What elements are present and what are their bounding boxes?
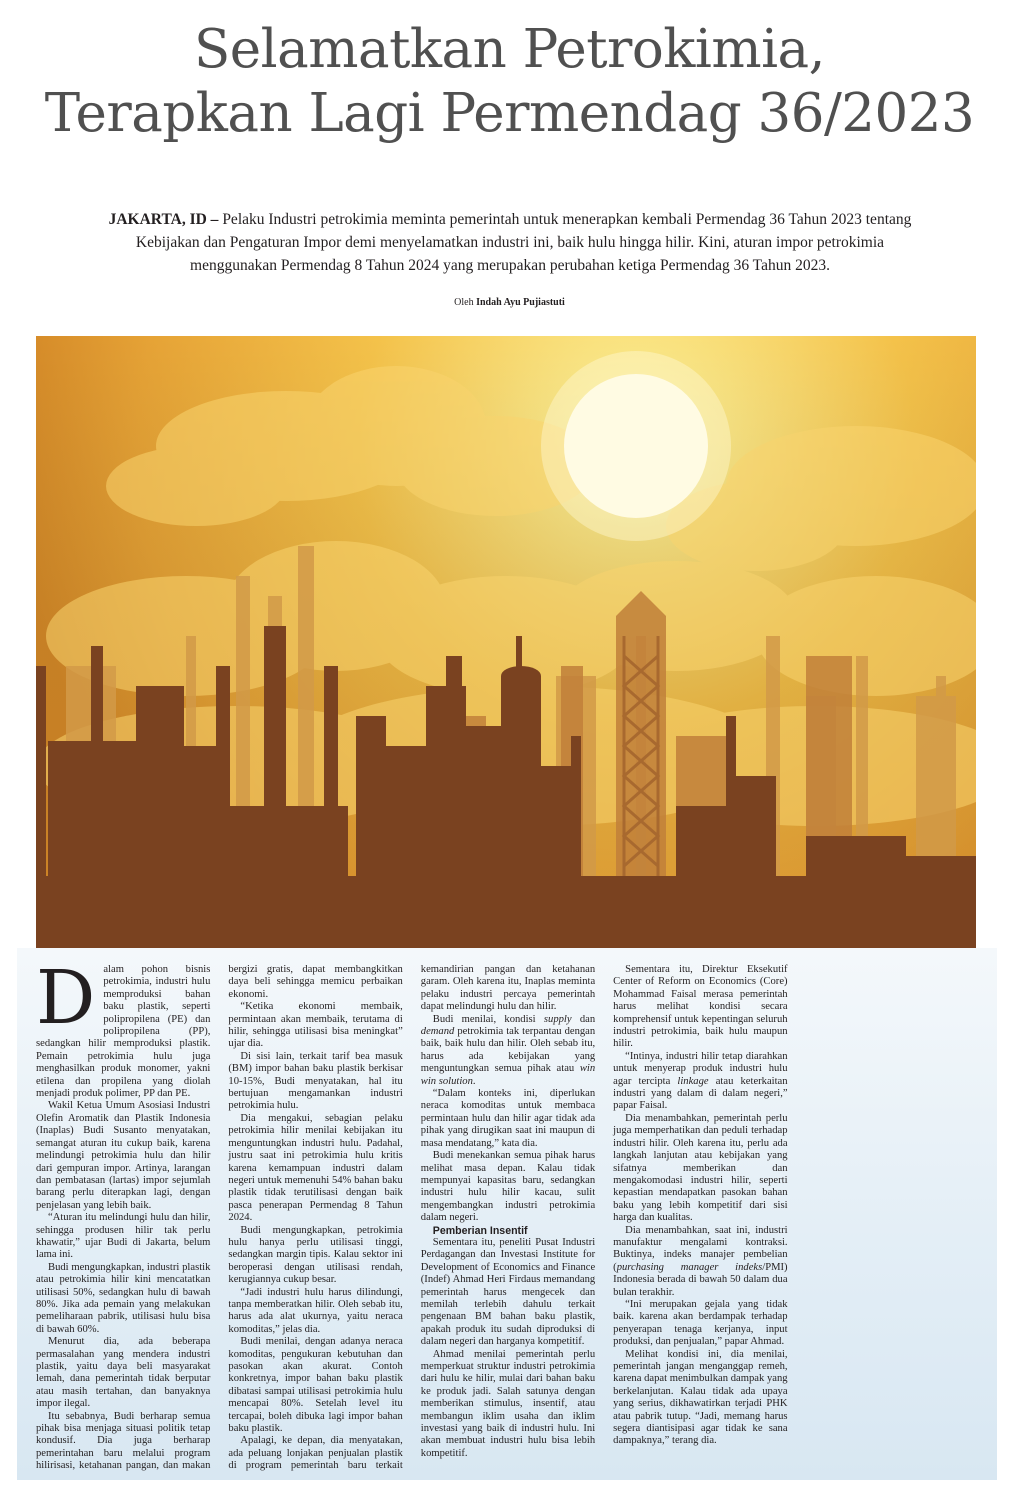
headline — [0, 18, 1019, 146]
hero-illustration — [36, 336, 976, 948]
article-paragraph: “Ketika ekonomi membaik, permintaan akan membaik, terutama di hilir, sehingga utilisasi bisa meningkat” ujar dia. — [228, 1001, 403, 1050]
article-paragraph: Ahmad menilai pemerintah perlu memperkuat struktur industri petrokimia dari hulu ke hilir, mulai dari bahan baku ke produk jadi. Salah satunya dengan memberikan stimulus, insentif, atau membangun iklim usaha dan iklim investasi yang baik di industri hulu. Ini akan membuat industri hulu bisa lebih kompetitif. — [420, 1348, 596, 1459]
article-paragraph: “Intinya, industri hilir tetap diarahkan untuk menyerap produk industri hulu agar tercipta linkage atau keterkaitan industri yang dalam di dalam negeri,” papar Faisal. — [613, 1050, 788, 1112]
article-paragraph: Dia mengakui, sebagian pelaku petrokimia hilir menilai kebijakan itu menguntungkan industri hulu. Padahal, justru saat ini petrokimia hulu kritis karena kemampuan industri dalam negeri untuk memenuhi 54% bahan baku plastik tidak terutilisasi dengan baik pasca penerapan Permendag 8 Tahun 2024. — [228, 1112, 403, 1224]
industrial-skyline-image — [36, 336, 976, 948]
article-paragraph: “Aturan itu melindungi hulu dan hilir, sehingga produsen hilir tak perlu khawatir,” ujar Budi di Jakarta, belum lama ini. — [36, 1212, 211, 1261]
article-paragraph: Budi menekankan semua pihak harus melihat masa depan. Kalau tidak mempunyai kapasitas baru, sedangkan industri hulu hilir kacau, sulit mengembangkan industri petrokimia dalam negeri. — [420, 1150, 596, 1224]
article-paragraph: Apalagi, ke depan, dia menyatakan, ada peluang lonjakan penjualan plastik di program pemerintah baru terkait kemandirian pangan dan ketahanan garam. Oleh karena itu, Inaplas meminta pelaku industri percaya pemerintah dapat melindungi hulu dan hilir. — [228, 964, 596, 1472]
article-paragraph: “Dalam konteks ini, diperlukan neraca komoditas untuk membaca permintaan hulu dan hilir agar tidak ada pihak yang dirugikan saat ini maupun di masa mendatang,” kata dia. — [420, 1088, 596, 1149]
article-paragraph: Dia menambahkan, saat ini, industri manufaktur mengalami kontraksi. Buktinya, indeks manajer pembelian (purchasing manager indeks/PMI) Indonesia berada di bawah 50 dalam dua bulan terakhir. — [613, 1224, 788, 1298]
article-paragraph: “Jadi industri hulu harus dilindungi, tanpa memberatkan hilir. Oleh sebab itu, harus ada alat ukurnya, yaitu neraca komoditas,” jelas dia. — [228, 1286, 403, 1335]
byline-author: Indah Ayu Pujiastuti — [476, 297, 565, 308]
article-paragraph: Wakil Ketua Umum Asosiasi Industri Olefin Aromatik dan Plastik Indonesia (Inaplas) Budi Susanto menyatakan, semangat aturan itu cukup baik, karena melindungi petrokimia hulu dan hilir dari gempuran impor. Artinya, larangan dan pembatasan (lartas) impor sejumlah barang perlu diterapkan lagi, dengan penjelasan yang lebih baik. — [36, 1100, 211, 1211]
headline-line-2: Terapkan Lagi Permendag 36/2023 — [44, 83, 975, 144]
article-paragraph: Dalam pohon bisnis petrokimia, industri hulu memproduksi bahan baku plastik, seperti polipropilena (PE) dan polipropilena (PP), sedangkan hilir memproduksi plastik. Pemain petrokimia hulu juga menghasilkan produk monomer, yakni etilena dan propilena yang diolah menjadi produk polimer, PP dan PE. — [36, 955, 211, 1100]
article-paragraph: Menurut dia, ada beberapa permasalahan yang mendera industri plastik, yaitu daya beli masyarakat lemah, dana pemerintah tidak berputar atau masih tertahan, dan banyaknya impor ilegal. — [36, 1336, 211, 1410]
article-body — [36, 955, 980, 1474]
byline — [0, 297, 1019, 308]
article-paragraph: Budi mengungkapkan, petrokimia hulu hanya perlu utilisasi tinggi, sedangkan margin tipis. Kalau sektor ini beroperasi dengan utilisasi rendah, kerugiannya cukup besar. — [228, 1224, 403, 1286]
byline-prefix: Oleh — [454, 297, 477, 308]
article-paragraph: Budi mengungkapkan, industri plastik atau petrokimia hilir kini mencatatkan utilisasi 50%, sedangkan hulu di bawah 80%. Jika ada pemain yang melakukan pemeliharaan pabrik, utilisasi hulu bisa di bawah 60%. — [36, 1261, 211, 1335]
article-paragraph: Melihat kondisi ini, dia menilai, pemerintah jangan menganggap remeh, karena dapat menimbulkan dampak yang berkelanjutan. Kalau tidak ada upaya yang serius, dikhawatirkan terjadi PHK atau pabrik tutup. “Jadi, memang harus segera diantisipasi agar tidak ke sana dampaknya,” terang dia. — [613, 1348, 788, 1447]
lead-paragraph — [100, 208, 920, 277]
article-paragraph: Budi menilai, kondisi supply dan demand petrokimia tak terpantau dengan baik, baik hulu dan hilir. Oleh sebab itu, harus ada kebijakan yang menguntungkan semua pihak atau win win solution. — [420, 1013, 596, 1087]
article-paragraph: “Ini merupakan gejala yang tidak baik. karena akan berdampak terhadap penyerapan tenaga kerjanya, input produksi, dan penjualan,” papar Ahmad. — [613, 1298, 788, 1348]
subheading: Pemberian Insentif — [432, 1224, 528, 1237]
dropcap: D — [36, 955, 96, 1041]
article-paragraph: Di sisi lain, terkait tarif bea masuk (BM) impor bahan baku plastik berkisar 10-15%, Budi menyatakan, hal itu bertujuan mengamankan industri petrokimia hulu. — [228, 1050, 403, 1112]
dateline: JAKARTA, ID – — [108, 211, 219, 228]
article-paragraph: Budi menilai, dengan adanya neraca komoditas, pengukuran kebutuhan dan pasokan akan akurat. Contoh konkretnya, impor bahan baku plastik dibatasi sampai utilisasi petrokimia hulu mencapai 80%. Setelah level itu tercapai, boleh dibuka lagi impor bahan baku plastik. — [228, 1336, 403, 1435]
headline-line-1: Selamatkan Petrokimia, — [194, 19, 825, 80]
article-paragraph: Itu sebabnya, Budi berharap semua pihak bisa menjaga situasi politik tetap kondusif. Dia juga berharap pemerintahan baru melalui program hilirisasi, ketahanan pangan, dan makan bergizi gratis, dapat membangkitkan daya beli sehingga memicu perbaikan ekonomi. — [36, 964, 403, 1472]
article-paragraph: Sementara itu, peneliti Pusat Industri Perdagangan dan Investasi Institute for Development of Economics and Finance (Indef) Ahmad Heri Firdaus memandang pemerintah harus mengecek dan memilah terlebih dahulu terkait pengenaan BM bahan baku plastik, apakah produk itu sudah diproduksi di dalam negeri dan harganya kompetitif. — [420, 1236, 596, 1348]
article-paragraph: Dia menambahkan, pemerintah perlu juga memperhatikan dan peduli terhadap industri hilir. Oleh karena itu, perlu ada langkah lanjutan atau kebijakan yang sifatnya memberikan dan mengakomodasi industri hilir, seperti kepastian mendapatkan pasokan bahan baku yang lebih kompetitif dari sisi harga dan kualitas. — [613, 1112, 788, 1224]
article-paragraph: Sementara itu, Direktur Eksekutif Center of Reform on Economics (Core) Mohammad Faisal merasa pemerintah harus melihat kondisi secara komprehensif untuk kepentingan seluruh industri petrokimia, baik hulu maupun hilir. — [613, 964, 788, 1050]
lead-text: Pelaku Industri petrokimia meminta pemerintah untuk menerapkan kembali Permendag 36 Tahun 2023 tentang Kebijakan dan Pengaturan Impor demi menyelamatkan industri ini, baik hulu hingga hilir. Kini, aturan impor petrokimia menggunakan Permendag 8 Tahun 2024 yang merupakan perubahan ketiga Permendag 36 Tahun 2023. — [135, 211, 912, 274]
